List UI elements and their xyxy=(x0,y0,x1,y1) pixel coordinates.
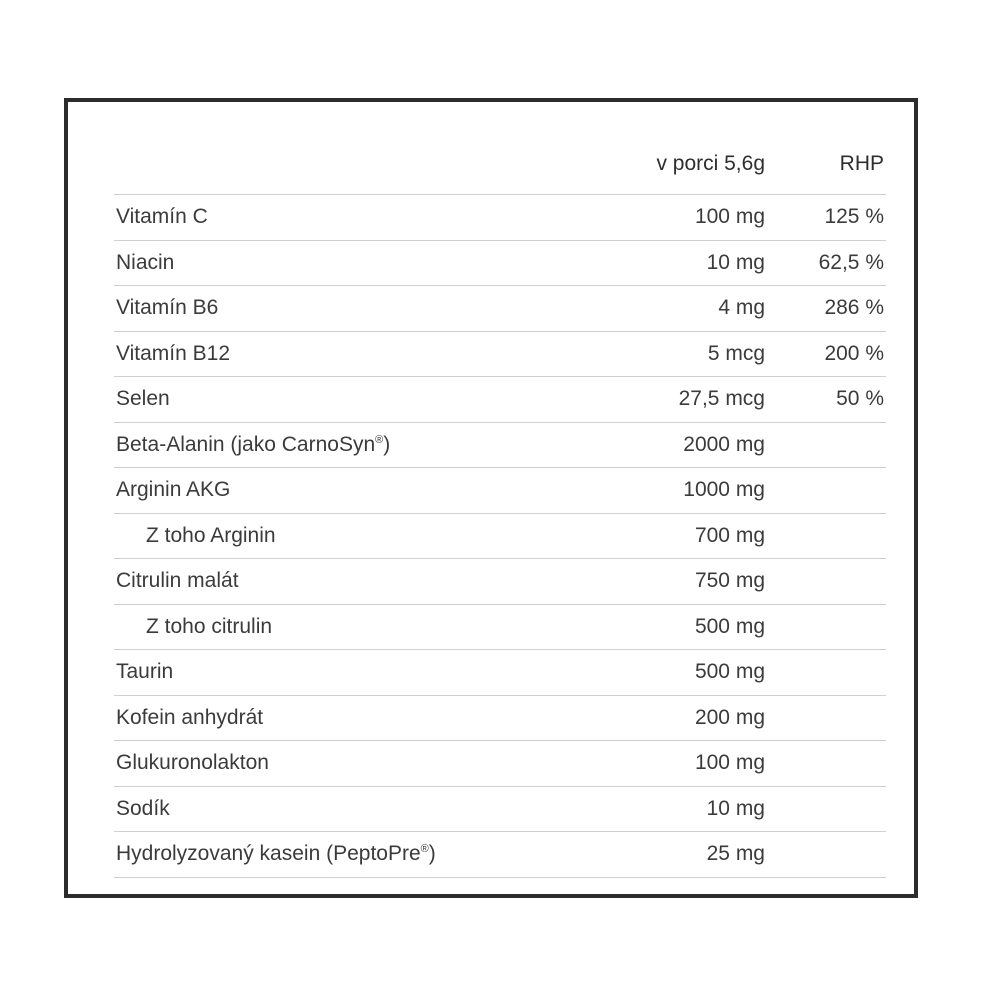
nutrient-rhp xyxy=(769,650,886,696)
nutrient-rhp: 50 % xyxy=(836,387,884,411)
table-row xyxy=(114,331,886,377)
nutrient-amount: 4 mg xyxy=(718,296,765,320)
nutrient-rhp: 62,5 % xyxy=(818,250,884,274)
nutrient-name: Glukuronolakton xyxy=(116,751,269,775)
table-row xyxy=(114,195,886,241)
nutrient-name: Hydrolyzovaný kasein (PeptoPre®) xyxy=(116,842,436,866)
nutrient-amount: 750 mg xyxy=(694,569,765,593)
nutrient-rhp: 286 % xyxy=(824,296,884,320)
nutrient-rhp: 200 % xyxy=(824,341,884,365)
table-row xyxy=(114,422,886,468)
table-row xyxy=(114,604,886,650)
table-row xyxy=(114,650,886,696)
nutrition-panel xyxy=(64,98,918,898)
nutrient-amount: 100 mg xyxy=(694,751,765,775)
nutrient-name: Z toho Arginin xyxy=(146,523,276,547)
table-row xyxy=(114,468,886,514)
nutrient-amount: 500 mg xyxy=(694,660,765,684)
nutrient-amount: 1000 mg xyxy=(683,478,765,502)
nutrient-amount: 10 mg xyxy=(706,250,765,274)
nutrient-rhp: 125 % xyxy=(824,205,884,229)
registered-trademark-icon: ® xyxy=(375,433,384,446)
nutrient-amount: 25 mg xyxy=(706,842,765,866)
nutrient-amount: 100 mg xyxy=(694,205,765,229)
nutrient-amount: 2000 mg xyxy=(683,432,765,456)
table-row xyxy=(114,559,886,605)
table-row xyxy=(114,832,886,878)
nutrient-rhp xyxy=(769,513,886,559)
nutrient-name: Vitamín B6 xyxy=(116,296,219,320)
nutrient-rhp xyxy=(769,422,886,468)
nutrient-rhp xyxy=(769,604,886,650)
nutrient-amount: 200 mg xyxy=(694,705,765,729)
nutrient-rhp xyxy=(769,468,886,514)
nutrient-name: Kofein anhydrát xyxy=(116,705,264,729)
nutrient-rhp xyxy=(769,741,886,787)
table-body xyxy=(114,195,886,878)
nutrient-name: Niacin xyxy=(116,250,175,274)
table-row xyxy=(114,786,886,832)
table-row xyxy=(114,741,886,787)
nutrient-amount: 5 mcg xyxy=(707,341,765,365)
table-header xyxy=(114,134,886,195)
nutrient-rhp xyxy=(769,695,886,741)
nutrient-rhp xyxy=(769,832,886,878)
header-serving-amount: v porci 5,6g xyxy=(656,152,765,175)
table-row xyxy=(114,240,886,286)
nutrient-rhp xyxy=(769,786,886,832)
table-row xyxy=(114,286,886,332)
nutrient-amount: 700 mg xyxy=(694,523,765,547)
nutrient-name: Vitamín C xyxy=(116,205,208,229)
nutrition-table xyxy=(114,134,886,878)
nutrient-name: Vitamín B12 xyxy=(116,341,231,365)
table-row xyxy=(114,695,886,741)
nutrient-amount: 500 mg xyxy=(694,614,765,638)
nutrient-amount: 27,5 mcg xyxy=(678,387,765,411)
nutrient-name: Z toho citrulin xyxy=(146,614,273,638)
nutrient-name: Sodík xyxy=(116,796,170,820)
table-row xyxy=(114,513,886,559)
nutrient-name: Taurin xyxy=(116,660,174,684)
header-nutrient xyxy=(114,134,514,195)
nutrient-amount: 10 mg xyxy=(706,796,765,820)
table-row xyxy=(114,377,886,423)
nutrient-name: Beta-Alanin (jako CarnoSyn®) xyxy=(116,432,391,456)
nutrient-name: Selen xyxy=(116,387,170,411)
nutrient-rhp xyxy=(769,559,886,605)
nutrient-name: Arginin AKG xyxy=(116,478,231,502)
registered-trademark-icon: ® xyxy=(420,843,429,856)
header-rhp: RHP xyxy=(839,152,884,175)
table-header-row xyxy=(114,134,886,195)
nutrient-name: Citrulin malát xyxy=(116,569,239,593)
